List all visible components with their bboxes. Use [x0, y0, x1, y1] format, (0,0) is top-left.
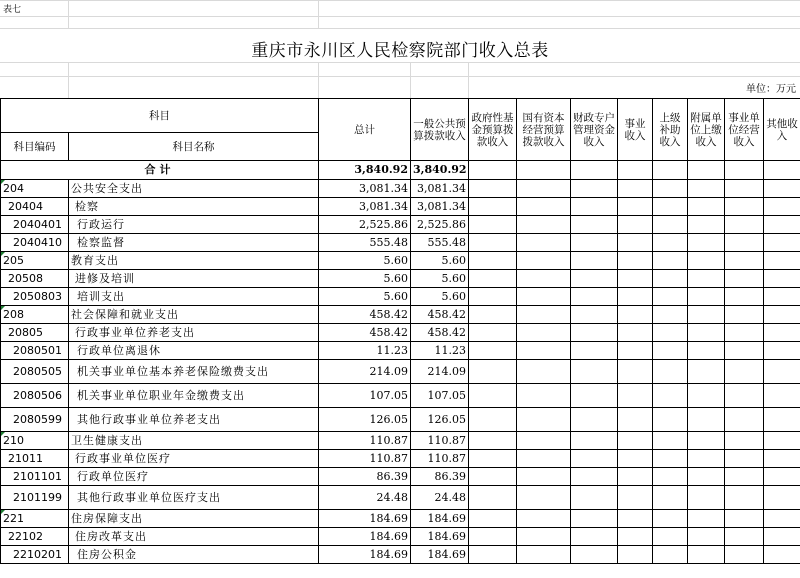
- general-budget-cell: 2,525.86: [411, 216, 469, 234]
- empty-cell: [688, 432, 725, 450]
- subject-name-cell: 进修及培训: [69, 270, 319, 288]
- empty-cell: [469, 234, 517, 252]
- sheet-label: 表七: [3, 5, 22, 15]
- empty-cell: [571, 546, 618, 564]
- table-row: [1, 408, 800, 432]
- grid-line: [0, 76, 800, 77]
- header-business: 事业收入: [618, 99, 653, 161]
- empty-cell: [653, 252, 688, 270]
- grid-line: [468, 62, 469, 98]
- empty-cell: [517, 408, 571, 432]
- empty-cell: [571, 432, 618, 450]
- header-fiscal-special: 财政专户管理资金收入: [571, 99, 618, 161]
- empty-cell: [653, 180, 688, 198]
- total-row: [1, 161, 800, 180]
- table-row: [1, 216, 800, 234]
- empty-cell: [571, 288, 618, 306]
- subject-code-cell: 2080599: [1, 408, 69, 432]
- empty-cell: [764, 510, 800, 528]
- empty-cell: [653, 216, 688, 234]
- empty-cell: [688, 510, 725, 528]
- general-budget-cell: 5.60: [411, 270, 469, 288]
- subject-name-cell: 行政事业单位医疗: [69, 450, 319, 468]
- subject-name-cell: 检察: [69, 198, 319, 216]
- empty-cell: [571, 384, 618, 408]
- subject-code-cell: 2101101: [1, 468, 69, 486]
- grid-line: [68, 62, 69, 98]
- empty-cell: [469, 468, 517, 486]
- empty-cell: [688, 360, 725, 384]
- header-affiliated: 附属单位上缴收入: [688, 99, 725, 161]
- empty-cell: [653, 546, 688, 564]
- empty-cell: [618, 324, 653, 342]
- header-total: 总计: [319, 99, 411, 161]
- empty-cell: [469, 198, 517, 216]
- empty-cell: [618, 270, 653, 288]
- empty-cell: [618, 306, 653, 324]
- subject-name-cell: 行政单位医疗: [69, 468, 319, 486]
- income-table: [0, 98, 800, 564]
- subject-name-cell: 行政运行: [69, 216, 319, 234]
- total-cell: 184.69: [319, 528, 411, 546]
- empty-cell: [571, 216, 618, 234]
- empty-cell: [618, 288, 653, 306]
- total-general-budget: 3,840.92: [411, 161, 469, 180]
- subject-name-cell: 其他行政事业单位养老支出: [69, 408, 319, 432]
- total-cell: 107.05: [319, 384, 411, 408]
- table-row: [1, 432, 800, 450]
- empty-cell: [517, 216, 571, 234]
- empty-cell: [653, 408, 688, 432]
- table-row: [1, 450, 800, 468]
- total-cell: 5.60: [319, 252, 411, 270]
- subject-code-cell: 2040401: [1, 216, 69, 234]
- empty-cell: [571, 234, 618, 252]
- empty-cell: [469, 384, 517, 408]
- grid-line: [318, 0, 319, 28]
- subject-code-cell: 20404: [1, 198, 69, 216]
- empty-cell: [688, 270, 725, 288]
- empty-cell: [571, 324, 618, 342]
- empty-cell: [688, 252, 725, 270]
- empty-cell: [688, 198, 725, 216]
- header-subject-code: 科目编码: [1, 133, 69, 161]
- total-cell: 184.69: [319, 510, 411, 528]
- empty-cell: [725, 408, 764, 432]
- header-general-budget: 一般公共预算拨款收入: [411, 99, 469, 161]
- empty-cell: [725, 342, 764, 360]
- empty-cell: [653, 384, 688, 408]
- empty-cell: [725, 198, 764, 216]
- empty-cell: [764, 546, 800, 564]
- grid-line: [318, 62, 319, 98]
- empty-cell: [725, 546, 764, 564]
- general-budget-cell: 3,081.34: [411, 180, 469, 198]
- total-cell: 110.87: [319, 450, 411, 468]
- total-cell: 11.23: [319, 342, 411, 360]
- empty-cell: [725, 234, 764, 252]
- subject-name-cell: 住房保障支出: [69, 510, 319, 528]
- empty-cell: [571, 198, 618, 216]
- empty-cell: [688, 216, 725, 234]
- general-budget-cell: 5.60: [411, 288, 469, 306]
- empty-cell: [764, 252, 800, 270]
- empty-cell: [517, 528, 571, 546]
- empty-cell: [571, 180, 618, 198]
- empty-cell: [725, 468, 764, 486]
- empty-cell: [725, 450, 764, 468]
- empty-cell: [517, 306, 571, 324]
- empty-cell: [571, 306, 618, 324]
- subject-name-cell: 培训支出: [69, 288, 319, 306]
- empty-cell: [517, 252, 571, 270]
- table-row: [1, 342, 800, 360]
- empty-cell: [469, 270, 517, 288]
- empty-cell: [618, 252, 653, 270]
- subject-name-cell: 检察监督: [69, 234, 319, 252]
- empty-cell: [571, 408, 618, 432]
- empty-cell: [725, 216, 764, 234]
- grid-line: [0, 0, 800, 1]
- total-cell: 3,081.34: [319, 180, 411, 198]
- empty-cell: [653, 288, 688, 306]
- empty-cell: [618, 432, 653, 450]
- table-row: [1, 198, 800, 216]
- empty-cell: [688, 324, 725, 342]
- empty-cell: [618, 528, 653, 546]
- subject-name-cell: 公共安全支出: [69, 180, 319, 198]
- empty-cell: [688, 384, 725, 408]
- empty-cell: [469, 342, 517, 360]
- empty-cell: [688, 408, 725, 432]
- empty-cell: [653, 468, 688, 486]
- total-cell: 458.42: [319, 324, 411, 342]
- subject-name-cell: 其他行政事业单位医疗支出: [69, 486, 319, 510]
- table-row: [1, 546, 800, 564]
- empty-cell: [469, 306, 517, 324]
- empty-cell: [618, 486, 653, 510]
- empty-cell: [618, 234, 653, 252]
- total-cell: 458.42: [319, 306, 411, 324]
- empty-cell: [618, 450, 653, 468]
- empty-cell: [764, 216, 800, 234]
- subject-code-cell: 2050803: [1, 288, 69, 306]
- empty-cell: [725, 180, 764, 198]
- subject-name-cell: 行政单位离退休: [69, 342, 319, 360]
- grid-line: [0, 28, 800, 29]
- empty-cell: [764, 234, 800, 252]
- table-row: [1, 306, 800, 324]
- empty-cell: [517, 198, 571, 216]
- unit-label: 单位：万元: [746, 84, 796, 95]
- empty-cell: [653, 486, 688, 510]
- header-subject: 科目: [1, 99, 319, 133]
- empty-cell: [764, 528, 800, 546]
- empty-cell: [688, 288, 725, 306]
- total-cell: 110.87: [319, 432, 411, 450]
- subject-name-cell: 行政事业单位养老支出: [69, 324, 319, 342]
- empty-cell: [517, 384, 571, 408]
- total-cell: 184.69: [319, 546, 411, 564]
- empty-cell: [469, 486, 517, 510]
- empty-cell: [517, 342, 571, 360]
- empty-cell: [725, 510, 764, 528]
- empty-cell: [618, 216, 653, 234]
- subject-name-cell: 社会保障和就业支出: [69, 306, 319, 324]
- total-label: 合计: [1, 161, 319, 180]
- empty-cell: [517, 360, 571, 384]
- grid-line: [68, 0, 69, 28]
- empty-cell: [571, 528, 618, 546]
- grid-line: [410, 62, 411, 98]
- empty-cell: [653, 528, 688, 546]
- empty-cell: [725, 288, 764, 306]
- header-other: 其他收入: [764, 99, 800, 161]
- table-row: [1, 360, 800, 384]
- empty-cell: [725, 324, 764, 342]
- table-row: [1, 288, 800, 306]
- empty-cell: [469, 216, 517, 234]
- empty-cell: [571, 510, 618, 528]
- empty-cell: [688, 342, 725, 360]
- subject-name-cell: 住房公积金: [69, 546, 319, 564]
- empty-cell: [517, 234, 571, 252]
- general-budget-cell: 184.69: [411, 510, 469, 528]
- total-cell: 2,525.86: [319, 216, 411, 234]
- subject-code-cell: 2101199: [1, 486, 69, 510]
- total-cell: 86.39: [319, 468, 411, 486]
- table-row: [1, 270, 800, 288]
- subject-code-cell: 221: [1, 510, 69, 528]
- empty-cell: [618, 198, 653, 216]
- empty-cell: [517, 486, 571, 510]
- empty-cell: [571, 360, 618, 384]
- empty-cell: [688, 528, 725, 546]
- empty-cell: [571, 342, 618, 360]
- empty-cell: [764, 306, 800, 324]
- general-budget-cell: 555.48: [411, 234, 469, 252]
- total-cell: 214.09: [319, 360, 411, 384]
- empty-cell: [571, 450, 618, 468]
- subject-code-cell: 2040410: [1, 234, 69, 252]
- empty-cell: [653, 360, 688, 384]
- header-operating: 事业单位经营收入: [725, 99, 764, 161]
- empty-cell: [571, 270, 618, 288]
- general-budget-cell: 110.87: [411, 450, 469, 468]
- empty-cell: [653, 306, 688, 324]
- subject-code-cell: 205: [1, 252, 69, 270]
- empty-cell: [764, 360, 800, 384]
- empty-cell: [618, 384, 653, 408]
- table-row: [1, 234, 800, 252]
- empty-cell: [517, 510, 571, 528]
- subject-code-cell: 2210201: [1, 546, 69, 564]
- subject-code-cell: 21011: [1, 450, 69, 468]
- subject-code-cell: 22102: [1, 528, 69, 546]
- empty-cell: [725, 528, 764, 546]
- empty-cell: [517, 270, 571, 288]
- total-cell: 3,081.34: [319, 198, 411, 216]
- empty-cell: [688, 450, 725, 468]
- empty-cell: [618, 468, 653, 486]
- header-gov-fund: 政府性基金预算拨款收入: [469, 99, 517, 161]
- empty-cell: [469, 432, 517, 450]
- empty-cell: [653, 324, 688, 342]
- empty-cell: [618, 360, 653, 384]
- total-cell: 555.48: [319, 234, 411, 252]
- subject-code-cell: 20805: [1, 324, 69, 342]
- empty-cell: [618, 510, 653, 528]
- empty-cell: [517, 450, 571, 468]
- empty-cell: [764, 384, 800, 408]
- subject-name-cell: 卫生健康支出: [69, 432, 319, 450]
- header-subject-name: 科目名称: [69, 133, 319, 161]
- header-state-capital: 国有资本经营预算拨款收入: [517, 99, 571, 161]
- subject-code-cell: 20508: [1, 270, 69, 288]
- general-budget-cell: 458.42: [411, 306, 469, 324]
- empty-cell: [571, 468, 618, 486]
- general-budget-cell: 86.39: [411, 468, 469, 486]
- empty-cell: [725, 432, 764, 450]
- empty-cell: [688, 234, 725, 252]
- empty-cell: [571, 252, 618, 270]
- table-row: [1, 180, 800, 198]
- empty-cell: [688, 468, 725, 486]
- empty-cell: [469, 510, 517, 528]
- table-row: [1, 486, 800, 510]
- general-budget-cell: 126.05: [411, 408, 469, 432]
- empty-cell: [653, 432, 688, 450]
- empty-cell: [688, 306, 725, 324]
- total-cell: 126.05: [319, 408, 411, 432]
- empty-cell: [725, 270, 764, 288]
- empty-cell: [517, 288, 571, 306]
- empty-cell: [517, 324, 571, 342]
- general-budget-cell: 107.05: [411, 384, 469, 408]
- general-budget-cell: 24.48: [411, 486, 469, 510]
- general-budget-cell: 458.42: [411, 324, 469, 342]
- empty-cell: [764, 342, 800, 360]
- empty-cell: [764, 198, 800, 216]
- total-cell: 24.48: [319, 486, 411, 510]
- empty-cell: [653, 510, 688, 528]
- empty-cell: [764, 432, 800, 450]
- empty-cell: [725, 306, 764, 324]
- empty-cell: [517, 468, 571, 486]
- total-cell: 5.60: [319, 270, 411, 288]
- table-row: [1, 468, 800, 486]
- subject-code-cell: 208: [1, 306, 69, 324]
- general-budget-cell: 214.09: [411, 360, 469, 384]
- empty-cell: [653, 234, 688, 252]
- empty-cell: [688, 486, 725, 510]
- general-budget-cell: 110.87: [411, 432, 469, 450]
- empty-cell: [469, 546, 517, 564]
- table-row: [1, 510, 800, 528]
- total-cell: 5.60: [319, 288, 411, 306]
- table-row: [1, 528, 800, 546]
- table-row: [1, 252, 800, 270]
- grid-line: [0, 16, 800, 17]
- empty-cell: [517, 546, 571, 564]
- empty-cell: [469, 180, 517, 198]
- empty-cell: [469, 528, 517, 546]
- empty-cell: [618, 180, 653, 198]
- subject-code-cell: 2080501: [1, 342, 69, 360]
- empty-cell: [764, 468, 800, 486]
- subject-code-cell: 2080506: [1, 384, 69, 408]
- subject-name-cell: 住房改革支出: [69, 528, 319, 546]
- empty-cell: [469, 252, 517, 270]
- empty-cell: [725, 360, 764, 384]
- empty-cell: [517, 432, 571, 450]
- empty-cell: [764, 408, 800, 432]
- empty-cell: [725, 252, 764, 270]
- subject-name-cell: 机关事业单位职业年金缴费支出: [69, 384, 319, 408]
- empty-cell: [469, 288, 517, 306]
- empty-cell: [571, 486, 618, 510]
- grid-line: [0, 62, 800, 63]
- general-budget-cell: 184.69: [411, 546, 469, 564]
- general-budget-cell: 184.69: [411, 528, 469, 546]
- empty-cell: [653, 342, 688, 360]
- empty-cell: [688, 180, 725, 198]
- table-row: [1, 384, 800, 408]
- empty-cell: [764, 270, 800, 288]
- empty-cell: [653, 198, 688, 216]
- empty-cell: [618, 342, 653, 360]
- empty-cell: [764, 288, 800, 306]
- empty-cell: [653, 270, 688, 288]
- empty-cell: [688, 546, 725, 564]
- general-budget-cell: 11.23: [411, 342, 469, 360]
- header-superior-subsidy: 上级补助收入: [653, 99, 688, 161]
- empty-cell: [469, 324, 517, 342]
- empty-cell: [764, 486, 800, 510]
- empty-cell: [764, 324, 800, 342]
- empty-cell: [517, 180, 571, 198]
- subject-name-cell: 教育支出: [69, 252, 319, 270]
- general-budget-cell: 5.60: [411, 252, 469, 270]
- subject-code-cell: 204: [1, 180, 69, 198]
- subject-code-cell: 2080505: [1, 360, 69, 384]
- subject-code-cell: 210: [1, 432, 69, 450]
- empty-cell: [725, 384, 764, 408]
- empty-cell: [469, 450, 517, 468]
- empty-cell: [618, 546, 653, 564]
- table-row: [1, 324, 800, 342]
- empty-cell: [764, 450, 800, 468]
- page-title: 重庆市永川区人民检察院部门收入总表: [251, 41, 549, 61]
- empty-cell: [618, 408, 653, 432]
- empty-cell: [725, 486, 764, 510]
- empty-cell: [764, 180, 800, 198]
- empty-cell: [469, 360, 517, 384]
- general-budget-cell: 3,081.34: [411, 198, 469, 216]
- subject-name-cell: 机关事业单位基本养老保险缴费支出: [69, 360, 319, 384]
- empty-cell: [653, 450, 688, 468]
- total-value: 3,840.92: [319, 161, 411, 180]
- empty-cell: [469, 408, 517, 432]
